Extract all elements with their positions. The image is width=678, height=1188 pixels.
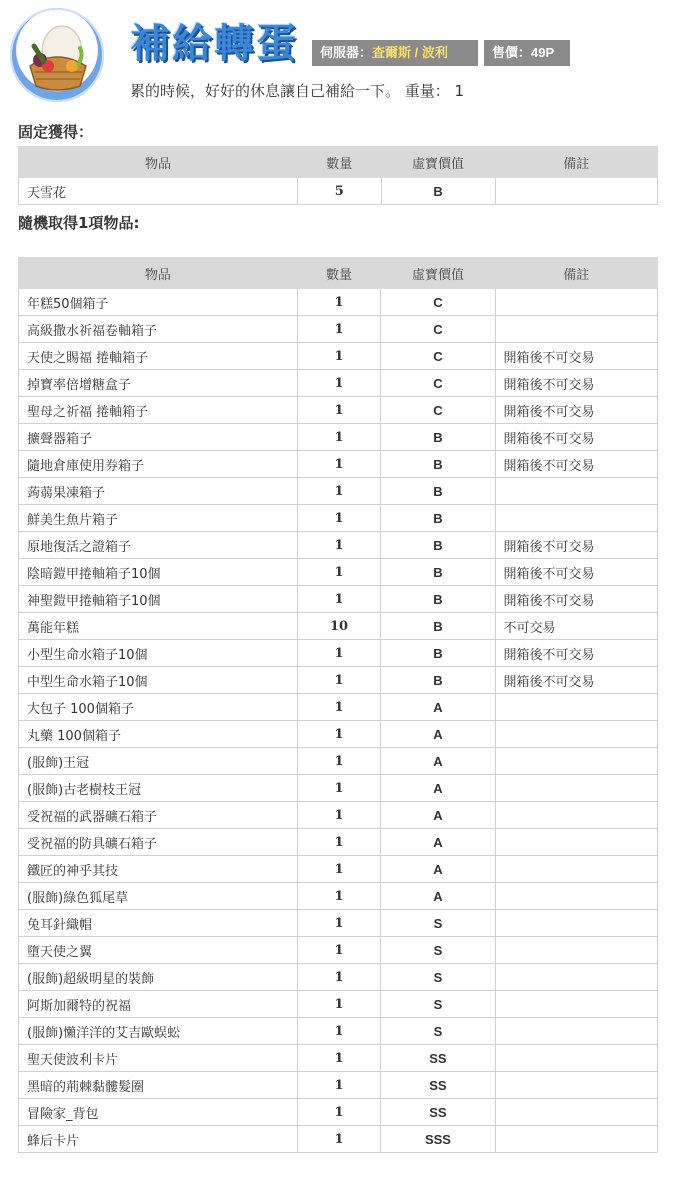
item-name: 受祝福的防具礦石箱子 — [19, 829, 298, 856]
item-note — [495, 1099, 658, 1126]
item-name: 聖天使波利卡片 — [19, 1045, 298, 1072]
item-name: 小型生命水箱子10個 — [19, 640, 298, 667]
item-name: 兔耳針織帽 — [19, 910, 298, 937]
random-items-table — [18, 257, 658, 1153]
item-value: C — [381, 397, 495, 424]
table-row — [19, 775, 658, 802]
item-value: S — [381, 964, 495, 991]
random-table-body — [19, 289, 658, 1153]
item-name: 擴聲器箱子 — [19, 424, 298, 451]
random-section-title: 隨機取得1項物品: — [18, 214, 140, 232]
item-name: 蜂后卡片 — [19, 1126, 298, 1153]
item-note: 開箱後不可交易 — [495, 640, 658, 667]
header-item: 物品 — [19, 147, 298, 178]
item-qty: 10 — [297, 613, 381, 640]
item-qty: 1 — [297, 1072, 381, 1099]
item-value: S — [381, 1018, 495, 1045]
item-qty: 1 — [297, 721, 381, 748]
header-value: 虛寶價值 — [381, 258, 495, 289]
table-row — [19, 397, 658, 424]
header-qty: 數量 — [297, 258, 381, 289]
item-value: A — [381, 694, 495, 721]
item-qty: 1 — [297, 991, 381, 1018]
item-value: SSS — [381, 1126, 495, 1153]
item-value: SS — [381, 1072, 495, 1099]
item-value: SS — [381, 1045, 495, 1072]
item-name: 陰暗鎧甲捲軸箱子10個 — [19, 559, 298, 586]
item-name: 黑暗的荊棘黏髏髮圈 — [19, 1072, 298, 1099]
item-qty: 1 — [297, 856, 381, 883]
server-badge — [312, 40, 478, 66]
table-row — [19, 178, 658, 205]
item-qty: 1 — [297, 532, 381, 559]
item-note: 開箱後不可交易 — [495, 343, 658, 370]
item-qty: 1 — [297, 775, 381, 802]
item-name: 冒險家_背包 — [19, 1099, 298, 1126]
item-note — [495, 289, 658, 316]
header-item: 物品 — [19, 258, 298, 289]
item-note: 開箱後不可交易 — [495, 397, 658, 424]
item-qty: 1 — [297, 802, 381, 829]
item-name: 天雪花 — [19, 178, 298, 205]
item-note — [495, 748, 658, 775]
price-label: 售價： — [492, 45, 532, 60]
item-qty: 1 — [297, 748, 381, 775]
table-row — [19, 640, 658, 667]
item-name: 蒟蒻果凍箱子 — [19, 478, 298, 505]
item-note — [495, 829, 658, 856]
item-qty: 1 — [297, 937, 381, 964]
item-qty: 1 — [297, 1099, 381, 1126]
table-row — [19, 829, 658, 856]
table-row — [19, 1018, 658, 1045]
item-qty: 1 — [297, 640, 381, 667]
table-row — [19, 1099, 658, 1126]
item-value: B — [381, 667, 495, 694]
item-qty: 1 — [297, 694, 381, 721]
item-note — [495, 505, 658, 532]
item-note: 不可交易 — [495, 613, 658, 640]
price-value: 49P — [531, 45, 555, 60]
item-note — [495, 802, 658, 829]
table-row — [19, 802, 658, 829]
item-qty: 1 — [297, 1018, 381, 1045]
item-qty: 1 — [297, 397, 381, 424]
item-note — [495, 478, 658, 505]
item-value: S — [381, 910, 495, 937]
item-value: SS — [381, 1099, 495, 1126]
item-note — [495, 721, 658, 748]
item-value: C — [381, 370, 495, 397]
table-row — [19, 964, 658, 991]
item-name: 丸藥 100個箱子 — [19, 721, 298, 748]
item-qty: 1 — [297, 559, 381, 586]
item-value: A — [381, 883, 495, 910]
item-value: A — [381, 802, 495, 829]
item-name: 掉寶率倍增糖盒子 — [19, 370, 298, 397]
table-row — [19, 424, 658, 451]
item-value: B — [381, 478, 495, 505]
item-name: 中型生命水箱子10個 — [19, 667, 298, 694]
item-note — [495, 1018, 658, 1045]
table-row — [19, 694, 658, 721]
item-note — [495, 178, 658, 205]
item-qty: 1 — [297, 289, 381, 316]
table-row — [19, 343, 658, 370]
item-name: (服飾)懶洋洋的艾吉歐蜈蚣 — [19, 1018, 298, 1045]
item-name: 大包子 100個箱子 — [19, 694, 298, 721]
item-name: 鐵匠的神乎其技 — [19, 856, 298, 883]
table-row — [19, 883, 658, 910]
item-note — [495, 316, 658, 343]
item-name: 隨地倉庫使用券箱子 — [19, 451, 298, 478]
item-qty: 1 — [297, 667, 381, 694]
item-note — [495, 991, 658, 1018]
server-label: 伺服器： — [320, 45, 373, 60]
table-row — [19, 289, 658, 316]
table-row — [19, 478, 658, 505]
item-qty: 1 — [297, 505, 381, 532]
item-note: 開箱後不可交易 — [495, 586, 658, 613]
item-qty: 5 — [298, 178, 382, 205]
item-name: 神聖鎧甲捲軸箱子10個 — [19, 586, 298, 613]
item-value: C — [381, 289, 495, 316]
item-name: 受祝福的武器礦石箱子 — [19, 802, 298, 829]
table-row — [19, 559, 658, 586]
item-qty: 1 — [297, 829, 381, 856]
fixed-items-table — [18, 146, 658, 205]
item-name: 鮮美生魚片箱子 — [19, 505, 298, 532]
item-value: A — [381, 856, 495, 883]
table-row — [19, 613, 658, 640]
item-qty: 1 — [297, 586, 381, 613]
item-note: 開箱後不可交易 — [495, 532, 658, 559]
item-value: C — [381, 316, 495, 343]
item-note: 開箱後不可交易 — [495, 370, 658, 397]
item-value: A — [381, 721, 495, 748]
item-value: S — [381, 991, 495, 1018]
item-name: 天使之賜福 捲軸箱子 — [19, 343, 298, 370]
fixed-section-title: 固定獲得： — [18, 123, 94, 141]
item-note — [495, 1072, 658, 1099]
item-note — [495, 694, 658, 721]
item-value: B — [381, 559, 495, 586]
gacha-egg-icon — [10, 8, 104, 102]
item-value: C — [381, 343, 495, 370]
item-value: A — [381, 829, 495, 856]
item-name: (服飾)綠色狐尾草 — [19, 883, 298, 910]
table-row — [19, 937, 658, 964]
item-qty: 1 — [297, 910, 381, 937]
item-qty: 1 — [297, 424, 381, 451]
item-note: 開箱後不可交易 — [495, 667, 658, 694]
header-note: 備註 — [495, 258, 658, 289]
table-row — [19, 910, 658, 937]
table-row — [19, 748, 658, 775]
item-name: 年糕50個箱子 — [19, 289, 298, 316]
item-qty: 1 — [297, 883, 381, 910]
item-note — [495, 910, 658, 937]
item-note — [495, 964, 658, 991]
item-qty: 1 — [297, 964, 381, 991]
table-row — [19, 505, 658, 532]
item-value: B — [381, 640, 495, 667]
table-row — [19, 451, 658, 478]
item-name: (服飾)古老樹枝王冠 — [19, 775, 298, 802]
item-value: A — [381, 775, 495, 802]
table-row — [19, 667, 658, 694]
item-value: B — [381, 586, 495, 613]
item-value: B — [381, 505, 495, 532]
server-value: 查爾斯 / 波利 — [372, 45, 448, 60]
table-row — [19, 721, 658, 748]
item-name: 阿斯加爾特的祝福 — [19, 991, 298, 1018]
item-note: 開箱後不可交易 — [495, 559, 658, 586]
table-row — [19, 370, 658, 397]
item-value: B — [381, 424, 495, 451]
item-name: 萬能年糕 — [19, 613, 298, 640]
item-value: B — [381, 613, 495, 640]
item-name: (服飾)王冠 — [19, 748, 298, 775]
item-name: 墮天使之翼 — [19, 937, 298, 964]
table-row — [19, 1126, 658, 1153]
table-row — [19, 316, 658, 343]
price-badge — [484, 40, 570, 66]
item-qty: 1 — [297, 1045, 381, 1072]
item-note — [495, 937, 658, 964]
item-value: B — [381, 451, 495, 478]
table-row — [19, 532, 658, 559]
item-name: (服飾)超級明星的裝飾 — [19, 964, 298, 991]
item-note: 開箱後不可交易 — [495, 451, 658, 478]
item-note — [495, 1126, 658, 1153]
item-qty: 1 — [297, 343, 381, 370]
table-row — [19, 586, 658, 613]
item-note — [495, 775, 658, 802]
item-note — [495, 883, 658, 910]
header-value: 虛寶價值 — [381, 147, 495, 178]
item-value: A — [381, 748, 495, 775]
item-header — [0, 0, 678, 112]
item-description: 累的時候，好好的休息讓自己補給一下。 重量： 1 — [130, 82, 465, 100]
table-row — [19, 856, 658, 883]
item-value: S — [381, 937, 495, 964]
item-name: 聖母之祈福 捲軸箱子 — [19, 397, 298, 424]
item-qty: 1 — [297, 451, 381, 478]
item-name: 高級撒水祈福卷軸箱子 — [19, 316, 298, 343]
item-qty: 1 — [297, 478, 381, 505]
item-name: 原地復活之證箱子 — [19, 532, 298, 559]
item-note: 開箱後不可交易 — [495, 424, 658, 451]
random-table-header — [19, 258, 658, 289]
fixed-table-header — [19, 147, 658, 178]
item-qty: 1 — [297, 316, 381, 343]
item-qty: 1 — [297, 370, 381, 397]
table-row — [19, 1045, 658, 1072]
table-row — [19, 991, 658, 1018]
header-note: 備註 — [495, 147, 658, 178]
item-qty: 1 — [297, 1126, 381, 1153]
item-note — [495, 1045, 658, 1072]
header-qty: 數量 — [298, 147, 382, 178]
item-note — [495, 856, 658, 883]
item-value: B — [381, 178, 495, 205]
item-value: B — [381, 532, 495, 559]
item-title: 補給轉蛋 — [130, 21, 298, 67]
table-row — [19, 1072, 658, 1099]
